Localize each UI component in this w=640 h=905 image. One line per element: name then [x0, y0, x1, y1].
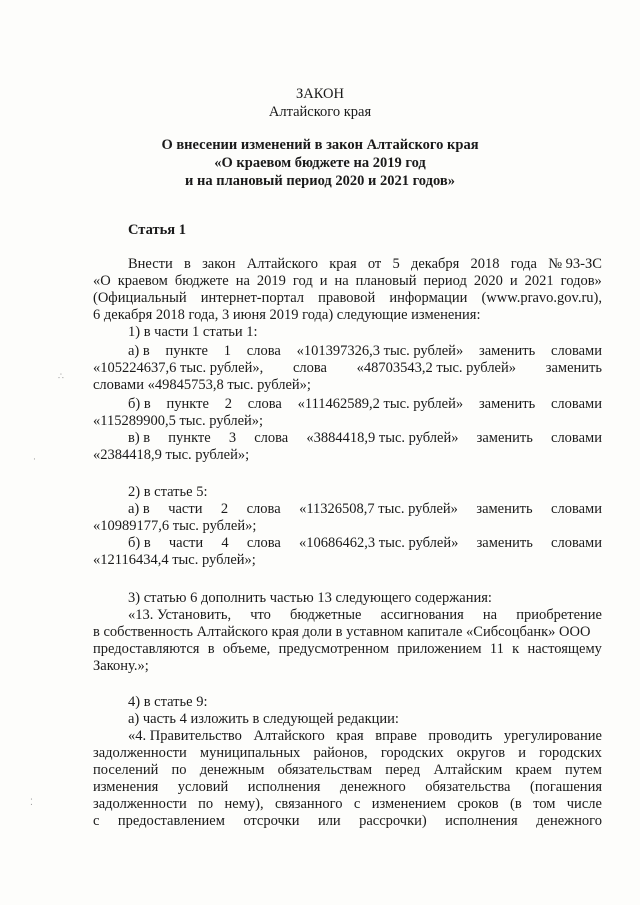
word: словами [551, 396, 602, 412]
word: 2019 [256, 273, 286, 289]
word: «4. Правительство [128, 728, 242, 744]
word: правовой [318, 290, 376, 306]
word: денежного [536, 813, 602, 829]
law-label: ЗАКОН [296, 86, 344, 102]
intro-line-3 [93, 290, 602, 307]
word: год [292, 273, 313, 289]
word: бюджетные [290, 607, 362, 623]
word: на [235, 273, 250, 289]
word: слова [247, 396, 282, 412]
p1c-line-1 [128, 430, 602, 447]
word: вправе [375, 728, 417, 744]
p2b-line-1 [128, 535, 602, 552]
word: (Официальный [93, 290, 187, 306]
word: по [198, 796, 214, 812]
p2b-line-2: «12116434,4 тыс. рублей»; [93, 552, 256, 568]
word: декабря [410, 256, 460, 272]
p3-line-3 [93, 641, 602, 658]
word: в [207, 641, 215, 657]
word: на [482, 607, 498, 623]
word: (погашения [529, 779, 602, 795]
word: 2020 [473, 273, 503, 289]
word: (в [510, 796, 522, 812]
p1b-line-2: «115289900,5 тыс. рублей»; [93, 413, 264, 429]
word: предусмотренном [278, 641, 390, 657]
word: «111462589,2 тыс. рублей» [297, 396, 464, 412]
word: с [353, 796, 361, 812]
p4-sub: а) часть 4 изложить в следующей редакции: [128, 711, 399, 727]
word: заменить [476, 535, 533, 551]
word: рассрочки) [359, 813, 427, 829]
p2-heading: 2) в статье 5: [128, 484, 208, 500]
word: или [317, 813, 341, 829]
word: Алтайским [433, 762, 503, 778]
word: «10686462,3 тыс. рублей» [299, 535, 459, 551]
word: на [334, 273, 349, 289]
word: «3884418,9 тыс. рублей» [306, 430, 459, 446]
p3-line-1 [128, 607, 602, 624]
p4-line-3 [93, 762, 602, 779]
p1a-line-1 [128, 343, 602, 360]
word: «О [93, 273, 111, 289]
word: плановый [355, 273, 417, 289]
word: обязательства [425, 779, 511, 795]
word: денежного [339, 779, 406, 795]
word: годов» [560, 273, 602, 289]
word: словами [551, 343, 602, 359]
word: 1 [223, 343, 231, 359]
word: (www.pravo.gov.ru), [481, 290, 602, 306]
word: краем [515, 762, 552, 778]
word: изменения [93, 779, 159, 795]
p3-heading: 3) статью 6 дополнить частью 13 следующего содержания: [128, 590, 492, 606]
word: слова [246, 535, 281, 551]
word: слова [246, 343, 281, 359]
word: изменением [371, 796, 446, 812]
word: № 93-ЗС [548, 256, 602, 272]
word: 3 [228, 430, 237, 446]
p4-line-4 [93, 779, 602, 796]
word: сроков [457, 796, 499, 812]
word: края [336, 728, 364, 744]
word: 2021 [524, 273, 554, 289]
p2a-line-1 [128, 501, 602, 518]
word: краевом [117, 273, 168, 289]
word: урегулирование [503, 728, 602, 744]
word: перед [385, 762, 421, 778]
word: том [533, 796, 556, 812]
p4-line-1 [128, 728, 602, 745]
word: исполнения [247, 779, 321, 795]
p1a-line-2 [93, 360, 602, 377]
word: округов [456, 745, 506, 761]
word: словами [551, 535, 602, 551]
p4-line-6 [93, 813, 602, 830]
p4-heading: 4) в статье 9: [128, 694, 208, 710]
word: период [423, 273, 467, 289]
word: объеме, [222, 641, 271, 657]
word: Алтайского [253, 728, 325, 744]
word: муниципальных [199, 745, 301, 761]
word: «13. Установить, [128, 607, 232, 623]
p3-line-4: Закону.»; [93, 658, 149, 674]
p1b-line-1 [128, 396, 602, 413]
word: заменить [476, 501, 533, 517]
word: отсрочки [243, 813, 300, 829]
word: пункте [165, 343, 208, 359]
word: и [319, 273, 328, 289]
p4-line-2 [93, 745, 602, 762]
word: исполнения [445, 813, 518, 829]
word: в [183, 256, 191, 272]
word: 2018 [470, 256, 500, 272]
word: слова [246, 501, 281, 517]
word: от [367, 256, 382, 272]
word: поселений [93, 762, 159, 778]
word: «101397326,3 тыс. рублей» [296, 343, 464, 359]
region-label: Алтайского края [268, 104, 372, 120]
word: 4 [221, 535, 229, 551]
word: приложением [397, 641, 482, 657]
word: к [512, 641, 520, 657]
word: заменить [478, 396, 536, 412]
word: пункте [168, 430, 211, 446]
word: предоставлением [117, 813, 225, 829]
word: 2 [220, 501, 229, 517]
word: приобретение [516, 607, 602, 623]
word: заменить [476, 430, 533, 446]
word: условий [177, 779, 229, 795]
word: ассигнования [380, 607, 464, 623]
word: информации [389, 290, 468, 306]
word: и [518, 745, 526, 761]
word: путем [564, 762, 602, 778]
word: районов, [313, 745, 368, 761]
word: по [171, 762, 187, 778]
scan-speck: ⁚ [30, 798, 33, 808]
p3-line-2: в собственность Алтайского края доли в уставном капитале «Сибсоцбанк» ООО [93, 624, 591, 640]
word: интернет-портал [200, 290, 305, 306]
word: части [168, 535, 204, 551]
title-line-3: и на плановый период 2020 и 2021 годов» [185, 173, 455, 189]
p2a-line-2: «10989177,6 тыс. рублей»; [93, 518, 257, 534]
word: связанного [274, 796, 343, 812]
word: слова [292, 360, 327, 376]
intro-line-5: 1) в части 1 статьи 1: [128, 324, 258, 340]
p1a-line-3: словами «49845753,8 тыс. рублей»; [93, 377, 311, 393]
intro-line-2 [93, 273, 602, 290]
p4-line-5 [93, 796, 602, 813]
word: предоставляются [93, 641, 200, 657]
word: 11 [489, 641, 504, 657]
word: словами [551, 501, 602, 517]
word: нему), [224, 796, 264, 812]
word: края [329, 256, 357, 272]
word: и [509, 273, 518, 289]
word: заменить [545, 360, 602, 376]
word: городских [539, 745, 602, 761]
word: настоящему [527, 641, 602, 657]
word: б) в [128, 535, 151, 551]
word: Внести [128, 256, 173, 272]
word: а) в [128, 501, 150, 517]
word: части [168, 501, 203, 517]
word: что [250, 607, 271, 623]
word: бюджете [174, 273, 229, 289]
word: 2 [224, 396, 232, 412]
word: словами [551, 430, 602, 446]
word: Алтайского [246, 256, 319, 272]
p1c-line-2: «2384418,9 тыс. рублей»; [93, 447, 250, 463]
word: б) в [128, 396, 151, 412]
word: закон [202, 256, 236, 272]
word: «11326508,7 тыс. рублей» [299, 501, 458, 517]
word: обязательствам [277, 762, 373, 778]
word: 5 [392, 256, 400, 272]
article-heading: Статья 1 [128, 222, 186, 238]
word: с [93, 813, 100, 829]
word: числе [566, 796, 602, 812]
word: проводить [428, 728, 493, 744]
word: «105224637,6 тыс. рублей», [93, 360, 264, 376]
word: задолженности [93, 745, 187, 761]
word: года [510, 256, 537, 272]
title-line-1: О внесении изменений в закон Алтайского края [161, 137, 479, 153]
title-line-2: «О краевом бюджете на 2019 год [214, 155, 426, 171]
word: в) в [128, 430, 151, 446]
scan-speck: · [33, 455, 36, 465]
word: городских [380, 745, 444, 761]
word: а) в [128, 343, 150, 359]
word: «48703543,2 тыс. рублей» [356, 360, 517, 376]
intro-line-4: 6 декабря 2018 года, 3 июня 2019 года) следующие изменения: [93, 307, 481, 323]
word: слова [254, 430, 289, 446]
intro-line-1 [128, 256, 602, 273]
word: пункте [166, 396, 209, 412]
word: задолженности [93, 796, 187, 812]
scan-speck: ∴ [58, 372, 64, 382]
word: заменить [479, 343, 536, 359]
word: денежным [199, 762, 265, 778]
